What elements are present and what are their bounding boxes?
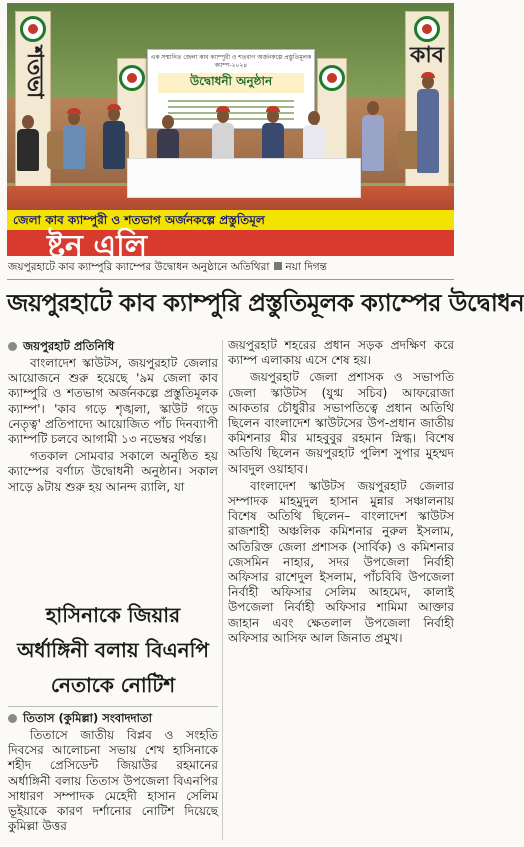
scout-emblem-icon — [119, 65, 145, 91]
divider — [8, 706, 218, 707]
photo-banner-stripe: জেলা কাব ক্যাম্পুরী ও শতভাগ অর্জনকল্পে প্রস্তুতিমূল — [7, 210, 454, 230]
scout-emblem-icon — [319, 65, 345, 91]
photo-banner-red — [7, 229, 454, 264]
article-column-left — [8, 338, 218, 495]
article-column-right — [228, 338, 454, 646]
column-divider — [222, 340, 223, 840]
photo-caption — [8, 260, 454, 274]
pillar-right-text: কাব — [409, 43, 444, 68]
article-paragraph: বাংলাদেশ স্কাউটস, জয়পুরহাট জেলার আয়োজনে শুরু হয়েছে '৯ম জেলা কাব ক্যাম্পুরি ও শতভাগ অর্জনকল্পে প্রস্তুতিমূলক ক্যাম্প'। 'কাব গড়ে শৃঙ্খলা, স্কাউট গড়ে নেতৃত্ব' প্রতিপাদ্যে আয়োজিত পাঁচ দিনব্যাপী ক্যাম্পটি চলবে আগামী ১৩ নভেম্বর পর্যন্ত। — [8, 356, 218, 447]
bullet-icon — [8, 714, 17, 723]
caption-text: জয়পুরহাটে কাব ক্যাম্পুরি ক্যাম্পের উদ্বোধন অনুষ্ঠানে অতিথিরা — [8, 261, 270, 273]
banner-title: উদ্বোধনী অনুষ্ঠান — [158, 73, 304, 93]
article-paragraph: গতকাল সোমবার সকালে অনুষ্ঠিত হয় ক্যাম্পের বর্ণাঢ্য উদ্বোধনী অনুষ্ঠান। সকাল সাড়ে ৯টায় শুরু হয় আনন্দ র‌্যালি, যা — [8, 449, 218, 494]
news-photo — [7, 3, 454, 264]
pillar-left-text: শতভা — [22, 46, 47, 99]
banner-subtitle: এক সম্মানিত জেলা কাব ক্যাম্পুরী ও শতবাগ অর্জনকল্পে প্রস্তুতিমূলক ক্যাম্প-২০২৪ — [150, 54, 312, 69]
article-paragraph: জয়পুরহাট জেলা প্রশাসক ও সভাপতি জেলা স্কাউটস (যুগ্ম সচিব) আফরোজা আকতার চৌধুরীর সভাপতিত্বে প্রধান অতিথি ছিলেন বাংলাদেশ স্কাউটসের উপ-প্রধান জাতীয় কমিশনার মীর মাহবুবুর রহমান স্নিগ্ধ। বিশেষ অতিথি ছিলেন জয়পুরহাট পুলিশ সুপার মুহম্মদ আবদুল ওয়াহাব। — [228, 370, 454, 476]
article-headline: জয়পুরহাটে কাব ক্যাম্পুরি প্রস্তুতিমূলক ক্যাম্পের উদ্বোধন — [7, 289, 524, 317]
photo-white-table — [127, 158, 361, 198]
article2-headline: হাসিনাকে জিয়ার অর্ধাঙ্গিনী বলায় বিএনপি নেতাকে নোটিশ — [17, 603, 209, 697]
article2-byline: তিতাস (কুমিল্লা) সংবাদদাতা — [8, 710, 218, 726]
article2-column — [8, 710, 218, 834]
scout-emblem-icon — [414, 16, 440, 42]
bullet-icon — [8, 342, 17, 351]
photo-banner-big-text: ষ্টন এলি — [47, 229, 148, 264]
article-paragraph: বাংলাদেশ স্কাউটস জয়পুরহাট জেলার সম্পাদক মাহমুদুল হাসান মুন্নার সঞ্চালনায় বিশেষ অতিথি ছিলেন– বাংলাদেশ স্কাউটস রাজশাহী অঞ্চলিক কমিশনার নুরুল ইসলাম, অতিরিক্ত জেলা প্রশাসক (সার্বিক) ও কমিশনার জেসমিন নাহার, সদর উপজেলা নির্বাহী অফিসার রাশেদুল ইসলাম, পাঁচবিবি উপজেলা নির্বাহী অফিসার সেলিম আহমেদ, কালাই উপজেলা নির্বাহী অফিসার শামিমা আক্তার জাহান এবং ক্ষেতলাল উপজেলা নির্বাহী অফিসার আসিফ আল জিনাত প্রমুখ। — [228, 478, 454, 645]
article2-paragraph: তিতাসে জাতীয় বিপ্লব ও সংহতি দিবসের আলোচনা সভায় শেখ হাসিনাকে শহীদ প্রেসিডেন্ট জিয়াউর রহমানের অর্ধাঙ্গিনী বলায় তিতাস উপজেলা বিএনপির সাধারণ সম্পাদক মেহেদী হাসান সেলিম ভূইয়াকে কারণ দর্শানোর নোটিশ দিয়েছে কুমিল্লা উত্তর — [8, 728, 218, 834]
caption-source: নয়া দিগন্ত — [285, 261, 327, 273]
article-byline: জয়পুরহাট প্রতিনিধি — [8, 338, 218, 354]
scout-emblem-icon — [20, 16, 46, 42]
caption-square-icon — [274, 262, 282, 270]
article-paragraph: জয়পুরহাট শহরের প্রধান সড়ক প্রদক্ষিণ করে ক্যাম্প এলাকায় এসে শেষ হয়। — [228, 338, 454, 368]
divider — [7, 279, 454, 280]
